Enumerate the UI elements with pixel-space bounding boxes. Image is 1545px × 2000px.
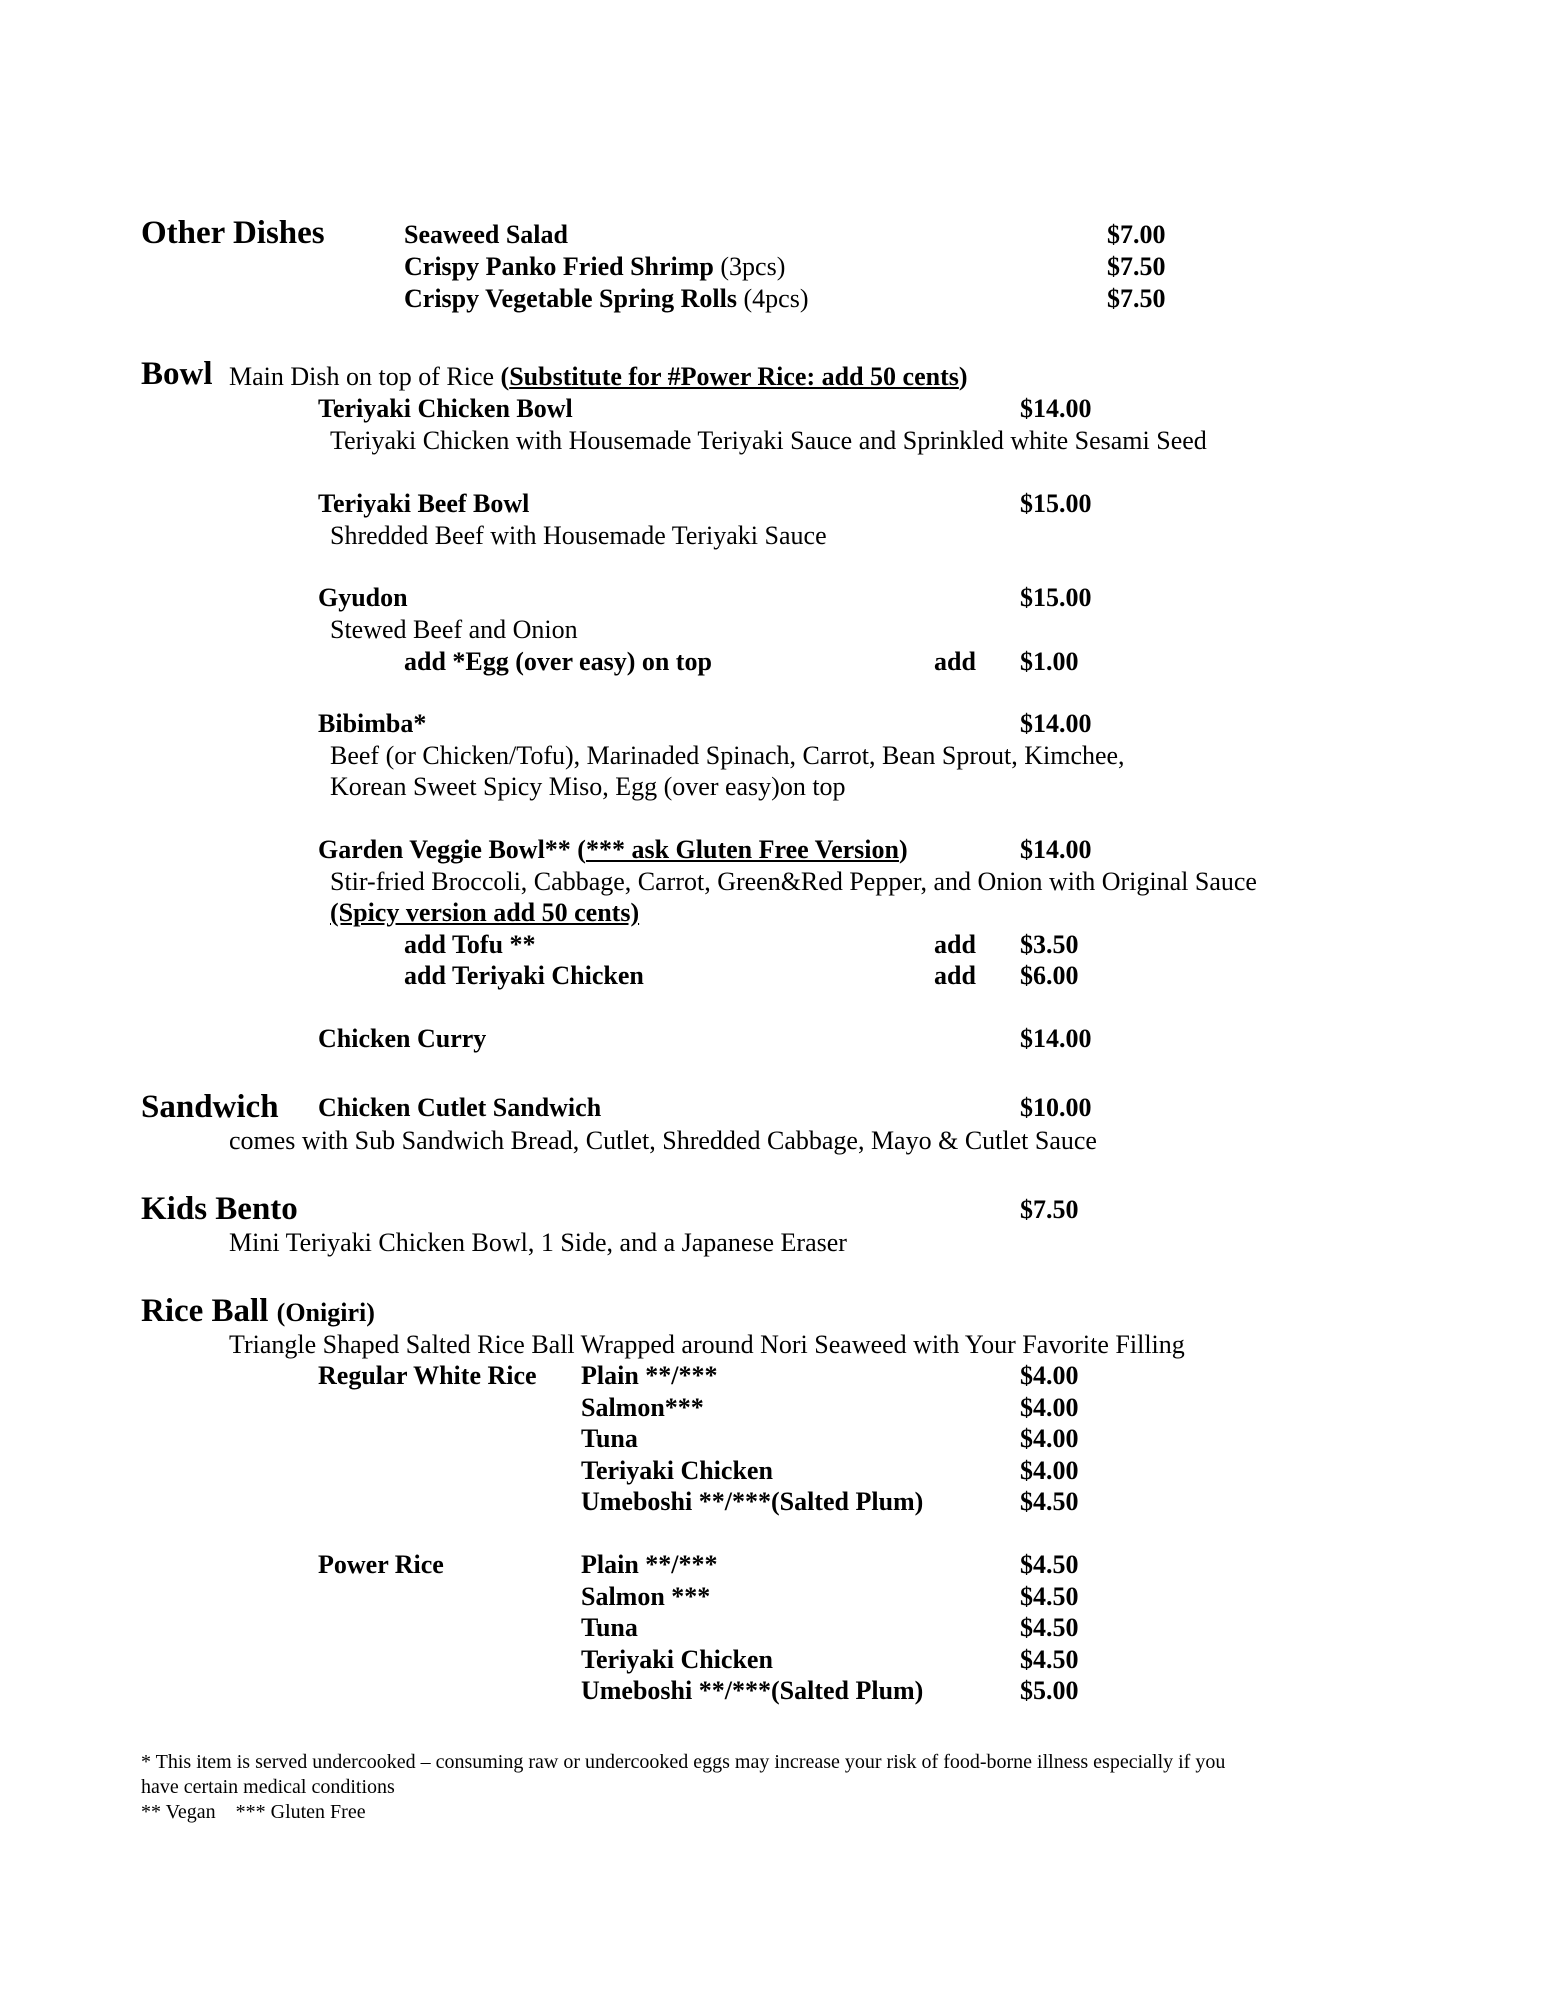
onigiri-price: $4.50: [1020, 1613, 1079, 1642]
onigiri-price: $4.00: [1020, 1361, 1079, 1390]
section-heading-other-dishes: Other Dishes: [141, 215, 325, 251]
onigiri-price: $4.50: [1020, 1645, 1079, 1674]
bowl-substitute-note: Substitute for #Power Rice: add 50 cents: [509, 362, 959, 391]
onigiri-name: Teriyaki Chicken: [581, 1456, 773, 1485]
item-price-gyudon: $15.00: [1020, 583, 1092, 612]
onigiri-name: Umeboshi **/***(Salted Plum): [581, 1676, 924, 1705]
rice-type-power: Power Rice: [318, 1550, 444, 1579]
rice-ball-desc: Triangle Shaped Salted Rice Ball Wrapped around Nori Seaweed with Your Favorite Filling: [229, 1330, 1185, 1359]
onigiri-name: Teriyaki Chicken: [581, 1645, 773, 1674]
bowl-subtitle-paren-close: ): [958, 362, 968, 391]
spicy-version-note: (Spicy version add 50 cents): [330, 898, 640, 927]
onigiri-name: Plain **/***: [581, 1550, 718, 1579]
bowl-subtitle-paren-open: (: [500, 362, 510, 391]
garden-veggie-paren-close: ): [898, 835, 908, 864]
item-price-fried-shrimp: $7.50: [1107, 252, 1166, 281]
item-name-fried-shrimp-text: Crispy Panko Fried Shrimp: [404, 252, 714, 281]
item-name-fried-shrimp: [404, 254, 785, 280]
item-name-gyudon: Gyudon: [318, 583, 408, 612]
item-desc-bibimba-line2: Korean Sweet Spicy Miso, Egg (over easy)on top: [330, 772, 846, 801]
bowl-subtitle: [229, 364, 968, 390]
addon-add-egg: add: [934, 647, 976, 676]
item-desc-teriyaki-beef-bowl: Shredded Beef with Housemade Teriyaki Sauce: [330, 521, 827, 550]
onigiri-name: Tuna: [581, 1613, 638, 1642]
item-name-spring-rolls-text: Crispy Vegetable Spring Rolls: [404, 284, 737, 313]
item-price-garden-veggie-bowl: $14.00: [1020, 835, 1092, 864]
item-desc-garden-veggie-bowl: Stir-fried Broccoli, Cabbage, Carrot, Green&Red Pepper, and Onion with Original Sauce: [330, 867, 1257, 896]
item-price-bibimba: $14.00: [1020, 709, 1092, 738]
addon-price-teriyaki-chicken: $6.00: [1020, 961, 1079, 990]
footnote-undercooked-cont: have certain medical conditions: [141, 1776, 395, 1798]
item-name-teriyaki-beef-bowl: Teriyaki Beef Bowl: [318, 489, 530, 518]
item-name-chicken-curry: Chicken Curry: [318, 1024, 487, 1053]
item-qty-spring-rolls: (4pcs): [743, 284, 809, 313]
item-price-chicken-cutlet-sandwich: $10.00: [1020, 1093, 1092, 1122]
item-price-seaweed-salad: $7.00: [1107, 220, 1166, 249]
section-heading-kids-bento: Kids Bento: [141, 1191, 298, 1227]
item-desc-bibimba-line1: Beef (or Chicken/Tofu), Marinaded Spinach, Carrot, Bean Sprout, Kimchee,: [330, 741, 1125, 770]
onigiri-price: $4.50: [1020, 1550, 1079, 1579]
item-desc-chicken-cutlet-sandwich: comes with Sub Sandwich Bread, Cutlet, Shredded Cabbage, Mayo & Cutlet Sauce: [229, 1126, 1097, 1155]
item-desc-teriyaki-chicken-bowl: Teriyaki Chicken with Housemade Teriyaki Sauce and Sprinkled white Sesami Seed: [330, 426, 1207, 455]
onigiri-name: Umeboshi **/***(Salted Plum): [581, 1487, 924, 1516]
rice-ball-heading-sub: (Onigiri): [276, 1298, 375, 1327]
onigiri-price: $4.00: [1020, 1456, 1079, 1485]
footnote-undercooked: * This item is served undercooked – consuming raw or undercooked eggs may increase your risk of food-borne illness especially if you: [141, 1751, 1226, 1773]
onigiri-name: Salmon ***: [581, 1582, 711, 1611]
section-heading-sandwich: Sandwich: [141, 1089, 279, 1125]
section-heading-rice-ball: [141, 1295, 375, 1328]
item-price-teriyaki-chicken-bowl: $14.00: [1020, 394, 1092, 423]
section-heading-bowl: Bowl: [141, 356, 213, 392]
onigiri-price: $4.00: [1020, 1393, 1079, 1422]
addon-name-teriyaki-chicken: add Teriyaki Chicken: [404, 961, 644, 990]
onigiri-name: Plain **/***: [581, 1361, 718, 1390]
item-name-teriyaki-chicken-bowl: Teriyaki Chicken Bowl: [318, 394, 573, 423]
item-name-chicken-cutlet-sandwich: Chicken Cutlet Sandwich: [318, 1093, 602, 1122]
addon-add-tofu: add: [934, 930, 976, 959]
garden-veggie-name: Garden Veggie Bowl**: [318, 835, 571, 864]
rice-ball-heading-text: Rice Ball: [141, 1293, 269, 1329]
item-price-spring-rolls: $7.50: [1107, 284, 1166, 313]
addon-price-tofu: $3.50: [1020, 930, 1079, 959]
onigiri-price: $4.50: [1020, 1487, 1079, 1516]
item-price-chicken-curry: $14.00: [1020, 1024, 1092, 1053]
item-name-seaweed-salad: Seaweed Salad: [404, 220, 568, 249]
onigiri-price: $4.00: [1020, 1424, 1079, 1453]
garden-veggie-paren-open: (: [577, 835, 586, 864]
addon-name-egg: add *Egg (over easy) on top: [404, 647, 712, 676]
bowl-subtitle-text: Main Dish on top of Rice: [229, 362, 495, 391]
onigiri-name: Salmon***: [581, 1393, 704, 1422]
addon-name-tofu: add Tofu **: [404, 930, 536, 959]
item-desc-kids-bento: Mini Teriyaki Chicken Bowl, 1 Side, and a Japanese Eraser: [229, 1228, 847, 1257]
rice-type-regular: Regular White Rice: [318, 1361, 537, 1390]
item-price-kids-bento: $7.50: [1020, 1195, 1079, 1224]
item-name-bibimba: Bibimba*: [318, 709, 427, 738]
item-name-spring-rolls: [404, 286, 808, 312]
gluten-free-note: *** ask Gluten Free Version: [585, 835, 899, 864]
footnote-legend: ** Vegan *** Gluten Free: [141, 1801, 366, 1823]
addon-add-teriyaki-chicken: add: [934, 961, 976, 990]
item-name-garden-veggie-bowl: [318, 837, 908, 863]
onigiri-price: $5.00: [1020, 1676, 1079, 1705]
item-desc-gyudon: Stewed Beef and Onion: [330, 615, 578, 644]
addon-price-egg: $1.00: [1020, 647, 1079, 676]
onigiri-name: Tuna: [581, 1424, 638, 1453]
item-price-teriyaki-beef-bowl: $15.00: [1020, 489, 1092, 518]
onigiri-price: $4.50: [1020, 1582, 1079, 1611]
item-qty-fried-shrimp: (3pcs): [720, 252, 786, 281]
